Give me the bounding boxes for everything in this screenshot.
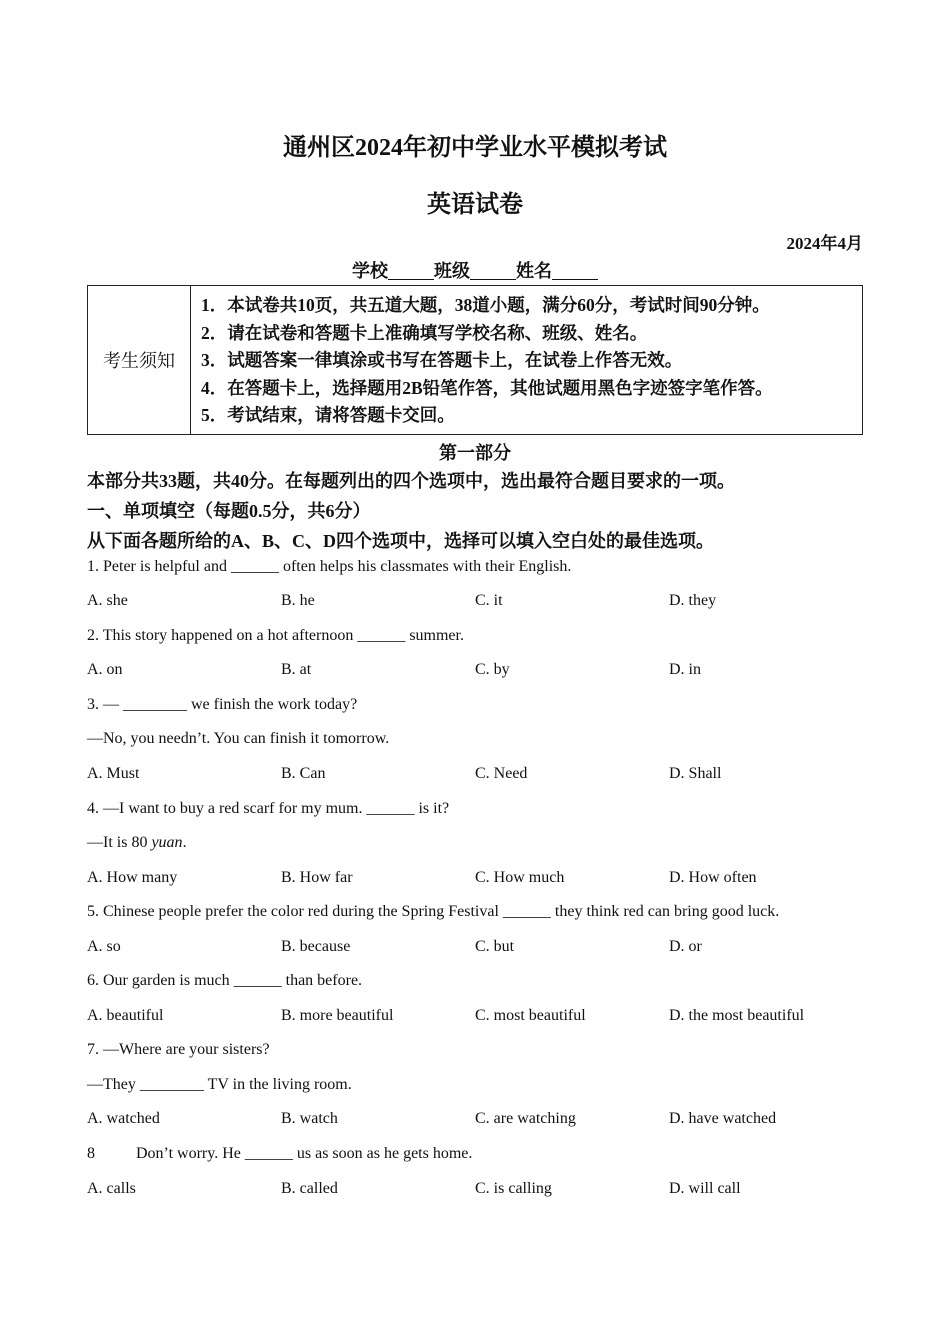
exam-title: 通州区2024年初中学业水平模拟考试 — [283, 135, 667, 161]
school-blank[interactable] — [388, 261, 434, 280]
option-c[interactable]: C. it — [475, 592, 503, 609]
question-dialogue-line: —They ________ TV in the living room. — [87, 1076, 352, 1093]
option-a[interactable]: A. so — [87, 938, 121, 955]
dialogue-italic: yuan — [151, 834, 183, 851]
option-c[interactable]: C. by — [475, 661, 510, 678]
question-text: 2. This story happened on a hot afternoon ______ summer. — [87, 627, 464, 644]
question-text: 1. Peter is helpful and ______ often helps his classmates with their English. — [87, 558, 572, 575]
option-b[interactable]: B. at — [281, 661, 312, 678]
option-c[interactable]: C. most beautiful — [475, 1007, 586, 1024]
option-d[interactable]: D. How often — [669, 869, 757, 886]
dialogue-prefix: —It is 80 — [87, 834, 152, 851]
name-blank[interactable] — [552, 261, 598, 280]
question-text: 5. Chinese people prefer the color red during the Spring Festival ______ they think red can bring good luck. — [87, 903, 780, 920]
school-label: 学校 — [352, 261, 388, 281]
name-label: 姓名 — [516, 261, 552, 281]
option-b[interactable]: B. watch — [281, 1110, 338, 1127]
option-c[interactable]: C. are watching — [475, 1110, 576, 1127]
notice-item: 5．考试结束，请将答题卡交回。 — [201, 405, 455, 426]
option-d[interactable]: D. Shall — [669, 765, 722, 782]
option-b[interactable]: B. How far — [281, 869, 353, 886]
option-a[interactable]: A. Must — [87, 765, 140, 782]
exam-date: 2024年4月 — [786, 234, 863, 253]
exam-subtitle: 英语试卷 — [427, 192, 523, 218]
option-d[interactable]: D. or — [669, 938, 702, 955]
option-c[interactable]: C. is calling — [475, 1180, 552, 1197]
option-a[interactable]: A. she — [87, 592, 128, 609]
class-label: 班级 — [434, 261, 470, 281]
section-title: 一、单项填空（每题0.5分，共6分） — [87, 501, 371, 521]
part-heading: 第一部分 — [439, 443, 511, 463]
option-d[interactable]: D. they — [669, 592, 717, 609]
option-d[interactable]: D. in — [669, 661, 701, 678]
notice-item: 3．试题答案一律填涂或书写在答题卡上，在试卷上作答无效。 — [201, 350, 683, 371]
notice-label: 考生须知 — [88, 286, 191, 434]
notice-item: 2．请在试卷和答题卡上准确填写学校名称、班级、姓名。 — [201, 322, 648, 343]
option-a[interactable]: A. beautiful — [87, 1007, 164, 1024]
section-instruction: 从下面各题所给的A、B、C、D四个选项中，选择可以填入空白处的最佳选项。 — [87, 531, 714, 551]
student-info-line — [0, 257, 950, 283]
question-text: 3. — ________ we finish the work today? — [87, 696, 358, 713]
option-c[interactable]: C. How much — [475, 869, 565, 886]
option-b[interactable]: B. Can — [281, 765, 326, 782]
part-intro: 本部分共33题，共40分。在每题列出的四个选项中，选出最符合题目要求的一项。 — [87, 471, 735, 491]
question-text: 7. —Where are your sisters? — [87, 1041, 270, 1058]
option-b[interactable]: B. more beautiful — [281, 1007, 394, 1024]
option-b[interactable]: B. he — [281, 592, 315, 609]
notice-list — [191, 286, 862, 434]
notice-item: 4．在答题卡上，选择题用2B铅笔作答，其他试题用黑色字迹签字笔作答。 — [201, 377, 773, 398]
option-a[interactable]: A. on — [87, 661, 123, 678]
option-b[interactable]: B. because — [281, 938, 351, 955]
notice-item: 1．本试卷共10页，共五道大题，38道小题，满分60分，考试时间90分钟。 — [201, 295, 770, 315]
option-d[interactable]: D. have watched — [669, 1110, 777, 1127]
option-b[interactable]: B. called — [281, 1180, 338, 1197]
question-dialogue-line — [87, 834, 187, 852]
option-a[interactable]: A. calls — [87, 1180, 136, 1197]
question-text: 6. Our garden is much ______ than before. — [87, 972, 363, 989]
option-a[interactable]: A. How many — [87, 869, 178, 886]
dialogue-suffix: . — [182, 834, 187, 851]
question-text: 4. —I want to buy a red scarf for my mum. ______ is it? — [87, 800, 450, 817]
question-number: 8 — [87, 1145, 95, 1162]
option-c[interactable]: C. but — [475, 938, 515, 955]
option-d[interactable]: D. the most beautiful — [669, 1007, 805, 1024]
question-text: Don’t worry. He ______ us as soon as he gets home. — [136, 1145, 473, 1162]
option-c[interactable]: C. Need — [475, 765, 528, 782]
option-d[interactable]: D. will call — [669, 1180, 741, 1197]
option-a[interactable]: A. watched — [87, 1110, 160, 1127]
class-blank[interactable] — [470, 261, 516, 280]
question-dialogue-line: —No, you needn’t. You can finish it tomorrow. — [87, 730, 390, 747]
notice-box — [87, 285, 863, 435]
